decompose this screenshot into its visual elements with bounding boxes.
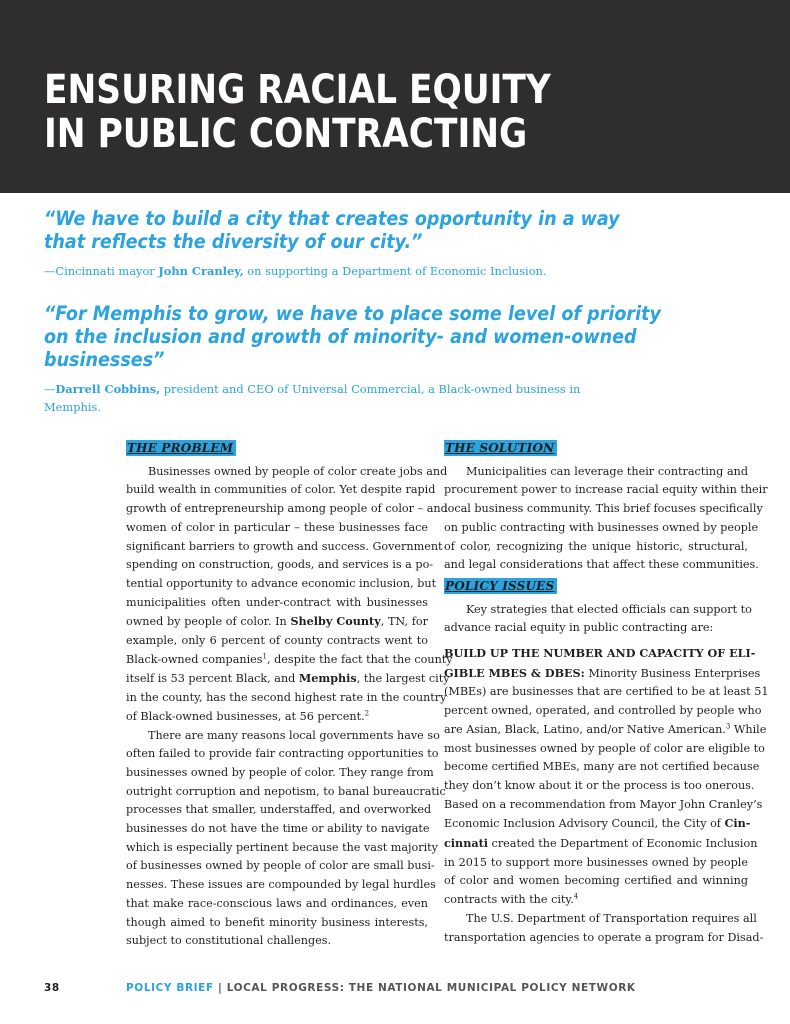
problem-paragraph-1: Businesses owned by people of color create jobs and build wealth in communities of color. Yet despite rapid growth of entrepreneurship among people of color – and women of color in particular – these businesses face significant barriers to growth and success. Government spending on construction, goods, and services is a po- tential opportunity to advance economic inclusion, but municipalities often under-contract with businesses owned by people of color. In Shelby County, TN, for example, only 6 percent of county contracts went to Black-owned companies$^1$, despite the fact that the county itself is 53 percent Black, and Memphis, the largest city in the county, has the second highest rate in the country of Black-owned businesses, at 56 percent.$^2$ <box>126 464 453 723</box>
problem-heading: THE PROBLEM <box>126 440 236 456</box>
build-up-mbes-paragraph: BUILD UP THE NUMBER AND CAPACITY OF ELI- GIBLE MBES & DBES: Minority Business Enterprises (MBEs) are businesses that are certified to be at least 51 percent owned, operated, and controlled by people who are Asian, Black, Latino, and/or Native American.$^3$ While most businesses owned by people of color are eligible to become certified MBEs, many are not certified because they don’t know about it or the process is too onerous. Based on a recommendation from Mayor John Cranley’s Economic Inclusion Advisory Council, the City of Cin- cinnati created the Department of Economic Inclusion in 2015 to support more businesses owned by people of color and women becoming certified and winning contracts with the city.$^4$ <box>444 646 769 907</box>
quote-attribution-cobbins: —Darrell Cobbins, president and CEO of Universal Commercial, a Black-owned business in Memphis. <box>44 382 581 414</box>
policy-issues-heading: POLICY ISSUES <box>444 578 557 594</box>
page-title: ENSURING RACIAL EQUITY IN PUBLIC CONTRACTING <box>44 67 551 157</box>
page-number: 38 <box>44 982 60 994</box>
solution-paragraph: Municipalities can leverage their contracting and procurement power to increase racial equity within their local business community. This brief focuses specifically on public contracting with businesses owned by people of color, recognizing the unique historic, structural, and legal considerations that affect these communities. <box>444 464 768 572</box>
problem-column <box>126 440 453 951</box>
policy-intro: Key strategies that elected officials can support to advance racial equity in public contracting are: <box>444 602 752 635</box>
pull-quote-cranley: “We have to build a city that creates opportunity in a way that reflects the diversity of our city.” <box>44 207 620 253</box>
dot-paragraph: The U.S. Department of Transportation requires all transportation agencies to operate a program for Disad- <box>444 911 764 944</box>
footer-publication: POLICY BRIEF | LOCAL PROGRESS: THE NATIONAL MUNICIPAL POLICY NETWORK <box>126 982 636 994</box>
problem-paragraph-2: There are many reasons local governments have so often failed to provide fair contracting opportunities to businesses owned by people of color. They range from outright corruption and nepotism, to banal bureaucratic processes that smaller, understaffed, and overworked businesses do not have the time or ability to navigate which is especially pertinent because the vast majority of businesses owned by people of color are small busi- nesses. These issues are compounded by legal hurdles that make race-conscious laws and ordinances, even though aimed to benefit minority business interests, subject to constitutional challenges. <box>126 728 446 948</box>
solution-heading: THE SOLUTION <box>444 440 557 456</box>
title-banner <box>0 0 790 193</box>
quote-attribution-cranley: —Cincinnati mayor John Cranley, on supporting a Department of Economic Inclusion. <box>44 264 547 278</box>
pull-quote-cobbins: “For Memphis to grow, we have to place some level of priority on the inclusion and growth of minority- and women-owned businesses” <box>44 302 661 371</box>
solution-column <box>444 440 769 947</box>
